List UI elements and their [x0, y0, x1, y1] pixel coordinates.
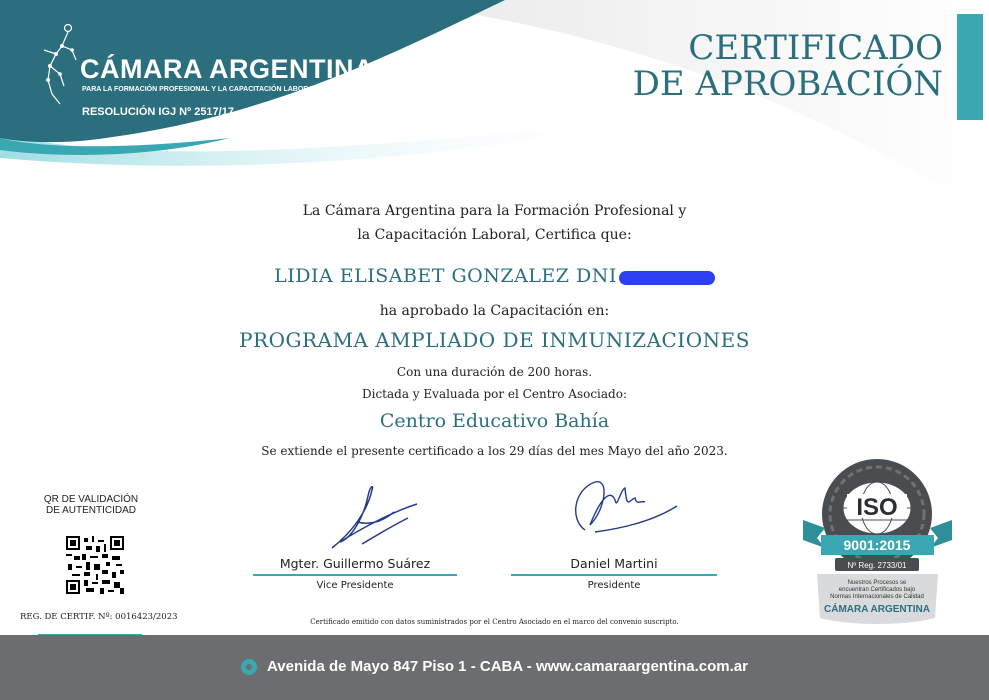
iso-note-1: Nuestros Procesos se	[847, 580, 907, 586]
organization-subtitle: PARA LA FORMACIÓN PROFESIONAL Y LA CAPACITACIÓN LABORAL	[82, 86, 318, 93]
organization-name: CÁMARA ARGENTINA	[80, 54, 374, 84]
iso-label: ISO	[856, 494, 898, 521]
signature-1-role: Vice Presidente	[316, 580, 394, 591]
issue-date-text: Se extiende el presente certificado a los 29 días del mes Mayo del año 2023.	[261, 444, 728, 458]
recipient-row	[0, 265, 989, 287]
taught-by-text: Dictada y Evaluada por el Centro Asociado:	[362, 387, 627, 401]
signature-1-name: Mgter. Guillermo Suárez	[279, 556, 431, 571]
disclaimer-text: Certificado emitido con datos suministrados por el Centro Asociado en el marco del convenio suscripto.	[310, 618, 679, 626]
iso-standard: 9001:2015	[843, 537, 911, 553]
certificate-title-line1: CERTIFICADO	[688, 28, 943, 68]
signature-1-line	[253, 574, 457, 576]
certificate-title-line2: DE APROBACIÓN	[632, 64, 943, 104]
iso-certification-badge	[795, 458, 960, 628]
qr-title-line2: DE AUTENTICIDAD	[45, 505, 136, 516]
resolution-number: RESOLUCIÓN IGJ Nº 2517/17	[82, 106, 234, 118]
redacted-dni	[619, 271, 715, 285]
recipient-name: LIDIA ELISABET GONZALEZ DNI	[274, 265, 617, 287]
intro-line-2: la Capacitación Laboral, Certifica que:	[357, 227, 632, 243]
qr-title-line1: QR DE VALIDACIÓN	[43, 494, 139, 505]
iso-reg: Nº Reg. 2733/01	[847, 561, 907, 570]
course-duration: Con una duración de 200 horas.	[396, 365, 593, 379]
signature-2-name: Daniel Martini	[570, 556, 658, 571]
iso-brand: CÁMARA ARGENTINA	[824, 604, 930, 615]
logo-figure-icon	[38, 20, 82, 106]
iso-note-2: encuentran Certificados bajo	[838, 587, 916, 593]
associated-center: Centro Educativo Bahía	[379, 410, 610, 432]
iso-note-3: Normas Internacionales de Calidad	[830, 594, 924, 600]
signature-martini	[565, 470, 685, 550]
location-pin-icon	[241, 659, 257, 675]
signature-2-line	[511, 574, 717, 576]
title-accent-bar	[957, 14, 983, 120]
approved-text: ha aprobado la Capacitación en:	[379, 303, 610, 319]
certificate-registration: REG. DE CERTIF. Nº: 0016423/2023	[20, 612, 178, 622]
qr-title	[36, 494, 146, 516]
intro-line-1: La Cámara Argentina para la Formación Profesional y	[302, 203, 687, 219]
signature-2-role: Presidente	[587, 580, 641, 591]
footer-address[interactable]: Avenida de Mayo 847 Piso 1 - CABA - www.camaraargentina.com.ar	[267, 658, 748, 675]
course-name: PROGRAMA AMPLIADO DE INMUNIZACIONES	[239, 328, 750, 352]
signature-suarez	[312, 482, 432, 554]
qr-code[interactable]	[66, 536, 124, 594]
footer-address-row	[0, 658, 989, 675]
